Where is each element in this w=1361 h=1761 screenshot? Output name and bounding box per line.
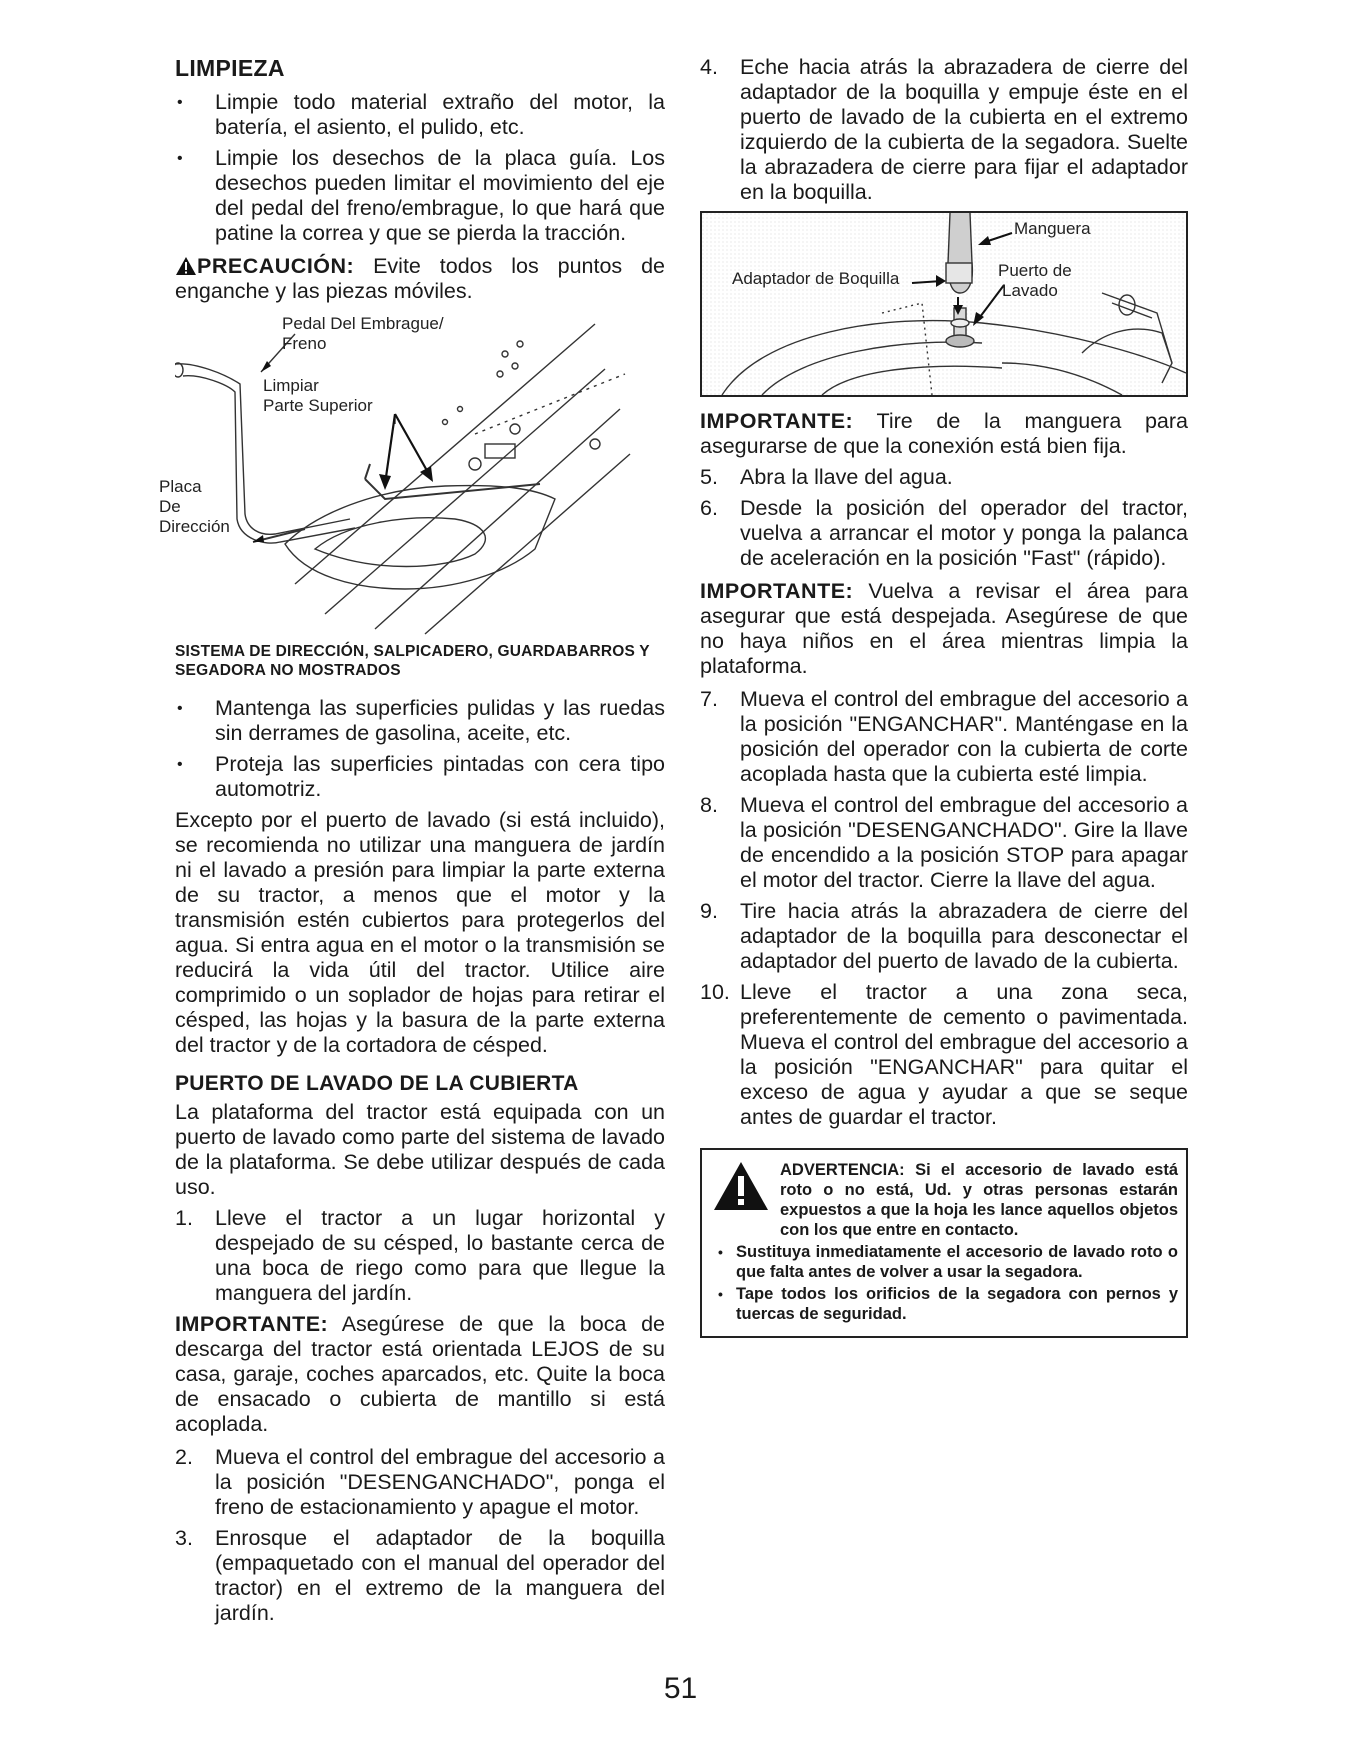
list-item: 4. Eche hacia atrás la abrazadera de cierre del adaptador de la boquilla y empuje éste en el puerto de lavado de la cubierta en el extremo izquierdo de la cubierta de la segadora. Suelte la abrazadera de cierre para fijar el adaptador en la boquilla. <box>700 55 1188 204</box>
list-item: 8. Mueva el control del embrague del accesorio a la posición "DESENGANCHADO". Gire la llave de encendido a la posición STOP para apagar el motor del tractor. Cierre la llave del agua. <box>700 793 1188 892</box>
label-placa: Placa De Dirección <box>159 477 230 536</box>
important-label: IMPORTANTE: <box>175 1312 329 1336</box>
list-item: 6. Desde la posición del operador del tractor, vuelva a arrancar el motor y ponga la palanca de aceleración en la posición "Fast" (rápido). <box>700 496 1188 570</box>
wash-port-figure <box>700 211 1188 397</box>
warning-triangle-icon <box>712 1160 770 1212</box>
paragraph: La plataforma del tractor está equipada con un puerto de lavado como parte del sistema de lavado de la plataforma. Se debe utilizar después de cada uso. <box>175 1100 665 1199</box>
page-number: 51 <box>663 1672 698 1705</box>
label-manguera: Manguera <box>1014 219 1091 238</box>
warning-box <box>700 1148 1188 1338</box>
list-item: • Limpie todo material extraño del motor, la batería, el asiento, el pulido, etc. <box>175 90 665 140</box>
important-note: IMPORTANTE: Vuelva a revisar el área para asegurar que está despejada. Asegúrese de que no haya niños en el área mientras limpia la plataforma. <box>700 579 1188 678</box>
section-title-limpieza: LIMPIEZA <box>175 55 285 81</box>
warning-bullets <box>712 1242 1178 1324</box>
list-item: 9. Tire hacia atrás la abrazadera de cierre del adaptador de la boquilla para desconectar el adaptador del puerto de lavado de la cubierta. <box>700 899 1188 973</box>
important-label: IMPORTANTE: <box>700 579 854 603</box>
list-item: • Tape todos los orificios de la segadora con pernos y tuercas de seguridad. <box>712 1284 1178 1324</box>
caution-text: Evite todos los puntos de enganche y las piezas móviles. <box>175 254 665 303</box>
maintenance-bullets <box>175 696 665 802</box>
list-item: • Sustituya inmediatamente el accesorio de lavado roto o que falta antes de volver a usar la segadora. <box>712 1242 1178 1282</box>
steps-list <box>700 55 1188 205</box>
steps-list <box>175 1206 665 1306</box>
steps-list <box>700 687 1188 1130</box>
list-item: • Proteja las superficies pintadas con cera tipo automotriz. <box>175 752 665 802</box>
steering-plate-figure <box>159 314 665 636</box>
list-item: 5. Abra la llave del agua. <box>700 465 953 489</box>
label-adaptador: Adaptador de Boquilla <box>732 269 900 288</box>
steering-plate-illustration <box>175 314 665 636</box>
list-item: 1. Lleve el tractor a un lugar horizontal y despejado de su césped, lo bastante cerca de una boca de riego como para que llegue la manguera del jardín. <box>175 1206 665 1305</box>
list-item: • Limpie los desechos de la placa guía. Los desechos pueden limitar el movimiento del eje del pedal del freno/embrague, lo que hará que patine la correa y que se pierda la tracción. <box>175 146 665 246</box>
list-item: 7. Mueva el control del embrague del accesorio a la posición "ENGANCHAR". Manténgase en la posición del operador con la cubierta de corte acoplada hasta que la cubierta esté limpia. <box>700 687 1188 786</box>
left-column <box>159 55 665 1632</box>
steps-list <box>700 465 1188 571</box>
steps-list <box>175 1445 665 1626</box>
label-limpiar: Limpiar Parte Superior <box>263 376 373 415</box>
paragraph: Excepto por el puerto de lavado (si está incluido), se recomienda no utilizar una manguera de jardín ni el lavado a presión para limpiar la parte externa de su tractor, a menos que el motor y la transmisión estén cubiertos para protegerlos del agua. Si entra agua en el motor o la transmisión se reducirá la vida útil del tractor. Utilice aire comprimido o un soplador de hojas para retirar el césped, las hojas y la basura de la parte externa del tractor y de la cortadora de césped. <box>175 808 665 1057</box>
warning-triangle-icon <box>175 256 197 276</box>
right-column <box>700 55 1188 1338</box>
important-note: IMPORTANTE: Tire de la manguera para asegurarse de que la conexión está bien fija. <box>700 409 1188 458</box>
label-puerto: Puerto de Lavado <box>998 261 1072 300</box>
section-title-puerto: PUERTO DE LAVADO DE LA CUBIERTA <box>175 1072 579 1095</box>
important-label: IMPORTANTE: <box>700 409 854 433</box>
list-item: 3. Enrosque el adaptador de la boquilla (empaquetado con el manual del operador del tractor) en el extremo de la manguera del jardín. <box>175 1526 665 1625</box>
important-note: IMPORTANTE: Asegúrese de que la boca de descarga del tractor está orientada LEJOS de su casa, garaje, coches aparcados, etc. Quite la boca de ensacado o cubierta de mantillo si está acoplada. <box>175 1312 665 1436</box>
caution-note <box>175 254 665 304</box>
wash-port-illustration <box>702 213 1186 395</box>
label-pedal: Pedal Del Embrague/ Freno <box>282 314 444 353</box>
figure-caption: SISTEMA DE DIRECCIÓN, SALPICADERO, GUARDABARROS Y SEGADORA NO MOSTRADOS <box>175 643 650 679</box>
warning-text: ADVERTENCIA: Si el accesorio de lavado está roto o no está, Ud. y otras personas estarán expuestos a que la hoja les lance aquellos objetos con los que entre en contacto. <box>780 1161 1178 1239</box>
list-item: 10. Lleve el tractor a una zona seca, preferentemente de cemento o pavimentada. Mueva el control del embrague del accesorio a la posición "ENGANCHAR" para quitar el exceso de agua y ayudar a que se seque antes de guardar el tractor. <box>700 980 1188 1129</box>
cleaning-bullets <box>175 90 665 246</box>
list-item: • Mantenga las superficies pulidas y las ruedas sin derrames de gasolina, aceite, etc. <box>175 696 665 746</box>
list-item: 2. Mueva el control del embrague del accesorio a la posición "DESENGANCHADO", ponga el freno de estacionamiento y apague el motor. <box>175 1445 665 1519</box>
caution-label: PRECAUCIÓN: <box>197 254 355 278</box>
